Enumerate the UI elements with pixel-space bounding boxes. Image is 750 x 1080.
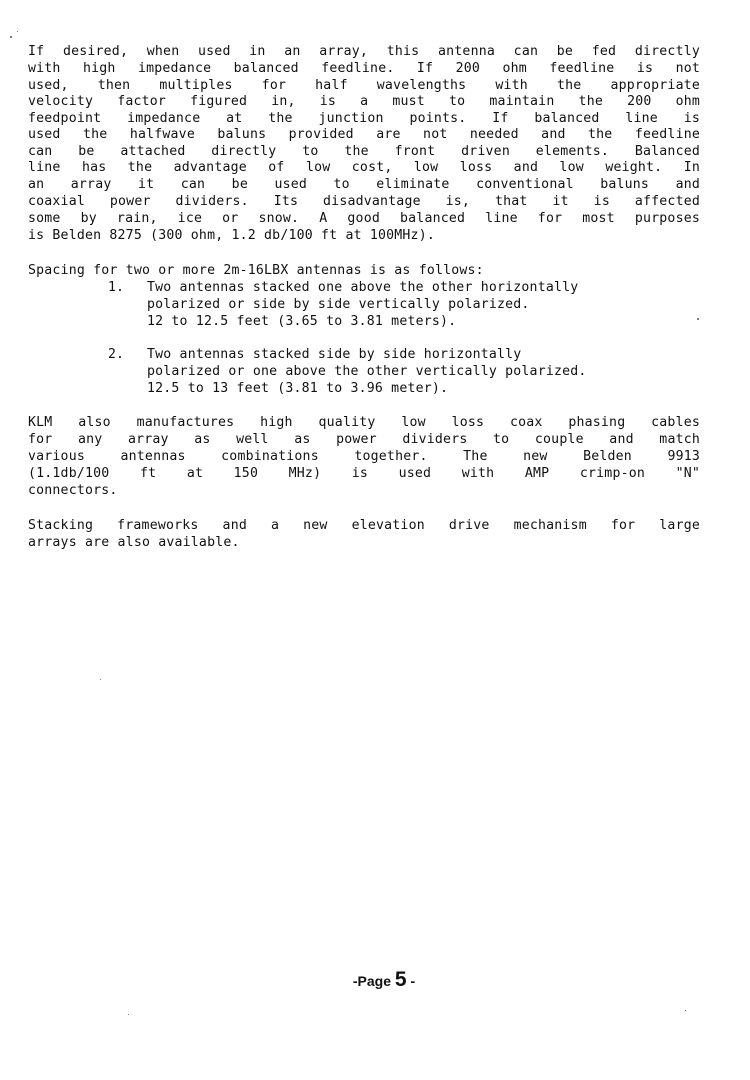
list-number: 1. <box>108 280 124 295</box>
text-line: some by rain, ice or snow. A good balanced line for most purposes <box>28 211 700 226</box>
text-line: various antennas combinations together. The new Belden 9913 <box>28 449 700 464</box>
scan-speck <box>685 1010 686 1011</box>
list-item-line: 12.5 to 13 feet (3.81 to 3.96 meter). <box>147 381 449 396</box>
text-line: for any array as well as power dividers to couple and match <box>28 432 700 447</box>
scan-speck <box>100 679 101 680</box>
text-line: used, then multiples for half wavelengths with the appropriate <box>28 78 700 93</box>
page-footer-prefix: -Page <box>352 973 395 989</box>
list-item-line: Two antennas stacked side by side horizontally <box>147 347 522 362</box>
text-line: velocity factor figured in, is a must to maintain the 200 ohm <box>28 94 700 109</box>
spacing-intro: Spacing for two or more 2m-16LBX antennas is as follows: <box>28 263 484 278</box>
text-line: coaxial power dividers. Its disadvantage is, that it is affected <box>28 194 700 209</box>
text-line: arrays are also available. <box>28 535 240 550</box>
text-line: with high impedance balanced feedline. If 200 ohm feedline is not <box>28 61 700 76</box>
text-line: an array it can be used to eliminate conventional baluns and <box>28 177 700 192</box>
page-number: 5 <box>394 968 407 991</box>
text-line: If desired, when used in an array, this antenna can be fed directly <box>28 44 700 59</box>
text-line: can be attached directly to the front driven elements. Balanced <box>28 144 700 159</box>
list-number: 2. <box>108 347 124 362</box>
list-item-line: Two antennas stacked one above the other horizontally <box>147 280 579 295</box>
page-footer-suffix: - <box>406 973 416 989</box>
scan-speck <box>697 318 699 320</box>
text-line: KLM also manufactures high quality low loss coax phasing cables <box>28 415 700 430</box>
page-footer <box>0 968 750 992</box>
text-line: Stacking frameworks and a new elevation drive mechanism for large <box>28 518 700 533</box>
text-line: is Belden 8275 (300 ohm, 1.2 db/100 ft at 100MHz). <box>28 228 435 243</box>
text-line: connectors. <box>28 483 118 498</box>
text-line: used the halfwave baluns provided are not needed and the feedline <box>28 127 700 142</box>
text-line: feedpoint impedance at the junction points. If balanced line is <box>28 111 700 126</box>
list-item-line: polarized or side by side vertically polarized. <box>147 297 530 312</box>
scan-speck <box>10 36 12 38</box>
text-line: (1.1db/100 ft at 150 MHz) is used with AMP crimp-on "N" <box>28 466 700 481</box>
text-line: line has the advantage of low cost, low loss and low weight. In <box>28 160 700 175</box>
scan-speck <box>128 1014 129 1015</box>
scan-speck <box>17 31 18 32</box>
list-item-line: polarized or one above the other vertically polarized. <box>147 364 587 379</box>
list-item-line: 12 to 12.5 feet (3.65 to 3.81 meters). <box>147 314 457 329</box>
